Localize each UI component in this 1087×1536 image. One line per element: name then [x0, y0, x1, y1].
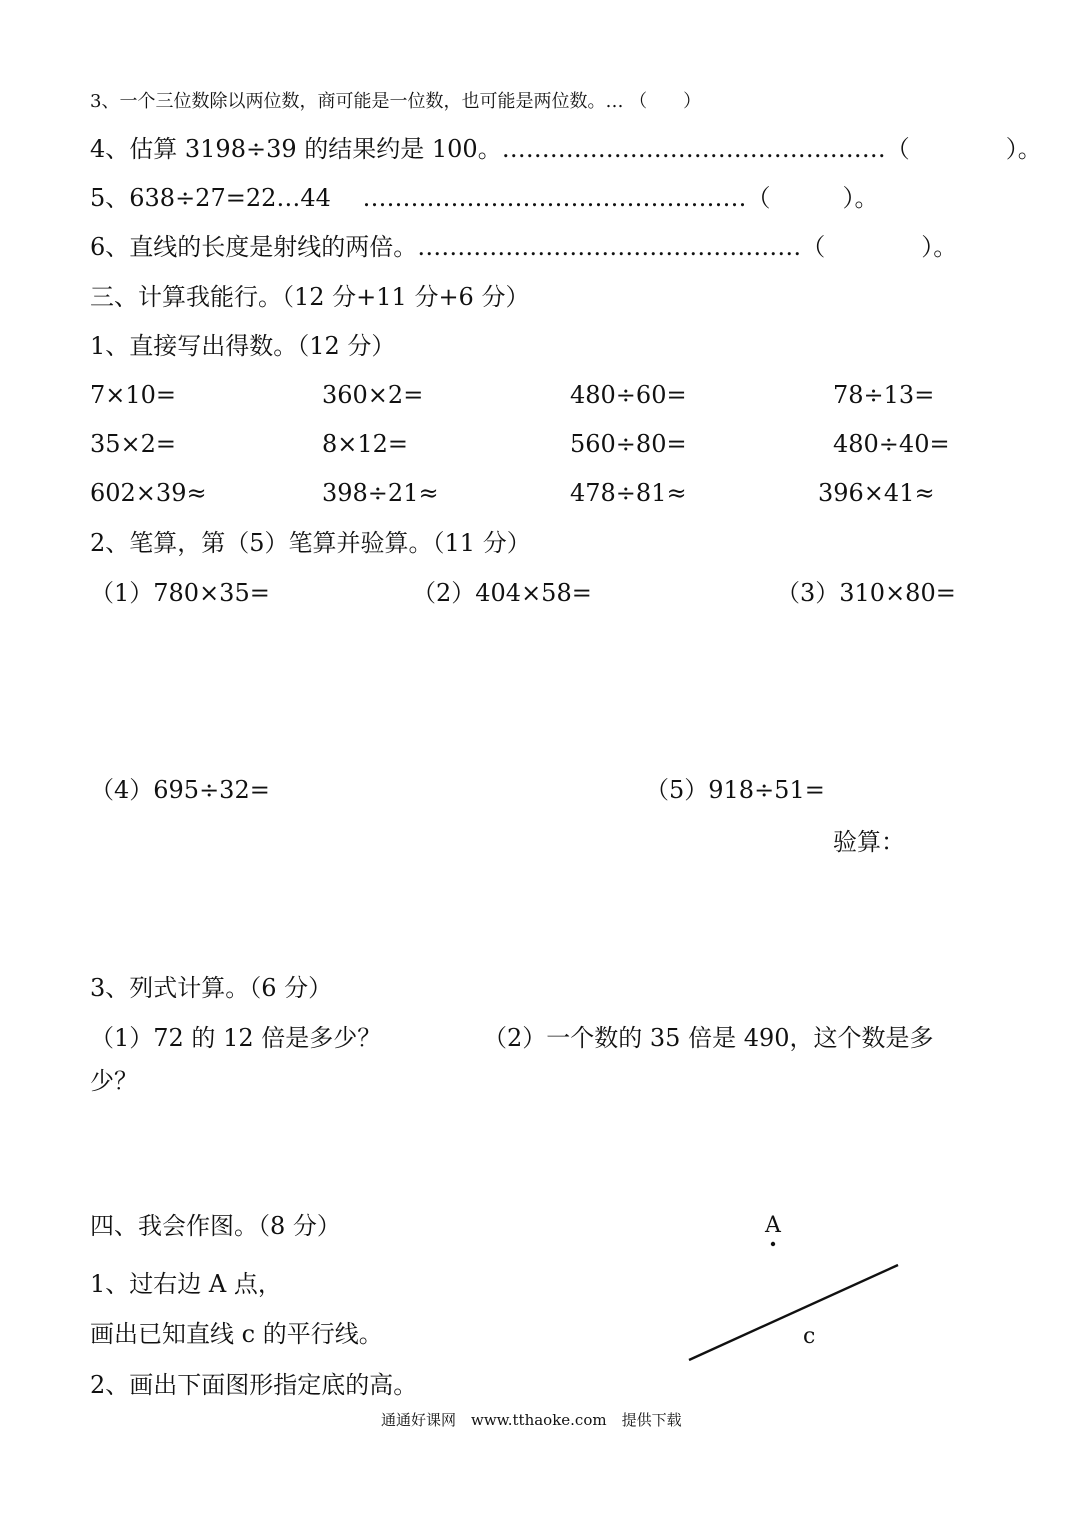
drawing-q1-line1: 1、过右边 A 点， — [90, 1270, 282, 1298]
oral-calc-item: 480÷60= — [570, 381, 687, 409]
judge-q4: 4、估算 3198÷39 的结果约是 100。…………………………………………（ ）。 — [90, 135, 1042, 163]
line-c — [689, 1265, 898, 1360]
oral-calc-item: 78÷13= — [833, 381, 935, 409]
oral-calc-item: 560÷80= — [570, 430, 687, 458]
part3-title: 3、列式计算。（6 分） — [90, 974, 333, 1002]
section3-title: 三、计算我能行。（12 分+11 分+6 分） — [90, 283, 530, 311]
oral-calc-item: 35×2= — [90, 430, 177, 458]
oral-calc-item: 398÷21≈ — [322, 479, 439, 507]
drawing-q1-line2: 画出已知直线 c 的平行线。 — [90, 1320, 383, 1348]
part2-title: 2、笔算，第（5）笔算并验算。（11 分） — [90, 529, 531, 557]
oral-calc-item: 602×39≈ — [90, 479, 207, 507]
point-a-label: A — [765, 1213, 781, 1238]
oral-calc-item: 478÷81≈ — [570, 479, 687, 507]
judge-q6: 6、直线的长度是射线的两倍。…………………………………………（ ）。 — [90, 233, 958, 261]
oral-calc-item: 7×10= — [90, 381, 177, 409]
judge-q5: 5、638÷27=22…44 …………………………………………（ ）。 — [90, 184, 879, 212]
word-problem-2: （2）一个数的 35 倍是 490，这个数是多 — [483, 1024, 934, 1052]
point-a-dot — [771, 1242, 775, 1246]
word-problem-2-continued: 少？ — [90, 1067, 138, 1095]
judge-q3: 3、一个三位数除以两位数，商可能是一位数，也可能是两位数。… （ ） — [90, 91, 702, 112]
oral-calc-item: 8×12= — [322, 430, 409, 458]
oral-calc-item: 480÷40= — [833, 430, 950, 458]
written-calc-item: （4）695÷32= — [90, 776, 270, 804]
written-calc-item: （2）404×58= — [412, 579, 592, 607]
word-problem-1: （1）72 的 12 倍是多少？ — [90, 1024, 382, 1052]
section4-title: 四、我会作图。（8 分） — [90, 1212, 341, 1240]
oral-calc-item: 360×2= — [322, 381, 424, 409]
part1-title: 1、直接写出得数。（12 分） — [90, 332, 396, 360]
written-calc-item: （3）310×80= — [776, 579, 956, 607]
written-calc-item: （5）918÷51= — [645, 776, 825, 804]
oral-calc-item: 396×41≈ — [818, 479, 935, 507]
written-calc-item: （1）780×35= — [90, 579, 270, 607]
line-c-label: c — [803, 1324, 816, 1349]
check-label: 验算： — [833, 828, 905, 856]
drawing-q2: 2、画出下面图形指定底的高。 — [90, 1371, 418, 1399]
footer-text: 通通好课网 www.tthaoke.com 提供下载 — [381, 1411, 682, 1429]
